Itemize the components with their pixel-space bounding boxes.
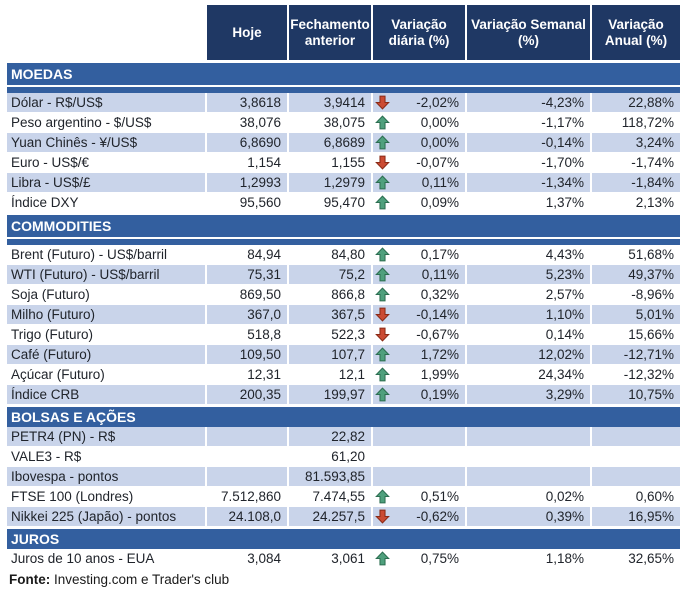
value-fechamento-anterior: 84,80 <box>287 245 371 264</box>
value-variacao-diaria <box>371 365 465 384</box>
value-hoje: 24.108,0 <box>205 507 287 526</box>
value-variacao-semanal: 2,57% <box>465 285 590 304</box>
row-label: VALE3 - R$ <box>11 449 82 464</box>
section-header: MOEDAS <box>7 63 680 85</box>
column-header-variacao-diaria: Variação diária (%) <box>371 5 465 60</box>
arrow-up-icon <box>375 266 392 283</box>
table-row <box>7 487 680 506</box>
arrow-up-icon <box>375 488 392 505</box>
column-header-variacao-anual: Variação Anual (%) <box>590 5 680 60</box>
section-header: COMMODITIES <box>7 215 680 237</box>
table-row <box>7 153 680 172</box>
value-fechamento-anterior: 367,5 <box>287 305 371 324</box>
value-variacao-semanal: 0,39% <box>465 507 590 526</box>
value-fechamento-anterior: 522,3 <box>287 325 371 344</box>
value-variacao-semanal <box>465 467 590 486</box>
section <box>7 529 680 568</box>
value-variacao-semanal: 1,10% <box>465 305 590 324</box>
row-label: Ibovespa - pontos <box>7 467 205 486</box>
value-fechamento-anterior: 61,20 <box>287 447 371 466</box>
value-variacao-semanal: 1,37% <box>465 193 590 212</box>
column-header-row <box>7 5 680 60</box>
value-variacao-diaria <box>371 325 465 344</box>
value-variacao-semanal: 3,29% <box>465 385 590 404</box>
row-label: Café (Futuro) <box>7 345 205 364</box>
value-fechamento-anterior: 75,2 <box>287 265 371 284</box>
row-label: Brent (Futuro) - US$/barril <box>11 247 168 262</box>
column-header-fechamento-anterior: Fechamento anterior <box>287 5 371 60</box>
value-hoje: 869,50 <box>205 285 287 304</box>
table-row <box>7 447 680 466</box>
source-note-label: Fonte: <box>9 572 51 587</box>
table-row <box>7 173 680 192</box>
value-variacao-diaria <box>371 93 465 112</box>
value-hoje: 75,31 <box>205 265 287 284</box>
value-variacao-semanal: 1,18% <box>465 549 590 568</box>
value-variacao-semanal: -1,70% <box>465 153 590 172</box>
value-variacao-anual: 0,60% <box>590 487 680 506</box>
arrow-down-icon <box>375 508 392 525</box>
table-row <box>7 265 680 284</box>
value-variacao-diaria-text: 1,99% <box>420 367 459 382</box>
value-variacao-diaria <box>371 549 465 568</box>
value-variacao-semanal: -0,14% <box>465 133 590 152</box>
value-fechamento-anterior: 38,075 <box>287 113 371 132</box>
value-hoje: 367,0 <box>205 305 287 324</box>
arrow-down-icon <box>375 154 392 171</box>
row-label: Yuan Chinês - ¥/US$ <box>7 133 205 152</box>
value-variacao-diaria <box>371 285 465 304</box>
value-hoje: 6,8690 <box>205 133 287 152</box>
row-label: Peso argentino - $/US$ <box>11 115 152 130</box>
row-label: Soja (Futuro) <box>11 287 90 302</box>
value-fechamento-anterior: 81.593,85 <box>287 467 371 486</box>
value-variacao-diaria-text: -0,62% <box>416 509 459 524</box>
row-label: PETR4 (PN) - R$ <box>7 427 205 446</box>
value-fechamento-anterior: 12,1 <box>287 365 371 384</box>
row-label: Trigo (Futuro) <box>11 327 94 342</box>
value-fechamento-anterior: 1,155 <box>287 153 371 172</box>
value-variacao-anual: 49,37% <box>590 265 680 284</box>
value-variacao-diaria <box>371 385 465 404</box>
value-fechamento-anterior: 107,7 <box>287 345 371 364</box>
section <box>7 215 680 404</box>
table-row <box>7 93 680 112</box>
value-fechamento-anterior: 22,82 <box>287 427 371 446</box>
value-hoje <box>205 427 287 446</box>
value-variacao-anual: 10,75% <box>590 385 680 404</box>
arrow-up-icon <box>375 386 392 403</box>
value-hoje: 109,50 <box>205 345 287 364</box>
value-variacao-diaria-text: 0,09% <box>420 195 459 210</box>
value-variacao-diaria <box>371 265 465 284</box>
arrow-up-icon <box>375 134 392 151</box>
value-variacao-diaria <box>371 427 465 446</box>
value-variacao-diaria-text: 1,72% <box>420 347 459 362</box>
value-variacao-diaria-text: 0,51% <box>420 489 459 504</box>
source-note <box>7 572 680 587</box>
table-row <box>7 467 680 486</box>
value-variacao-anual <box>590 427 680 446</box>
table-row <box>7 427 680 446</box>
value-variacao-diaria-text: -2,02% <box>416 95 459 110</box>
value-variacao-diaria-text: 0,11% <box>421 267 459 282</box>
arrow-up-icon <box>375 550 392 567</box>
value-variacao-semanal <box>465 447 590 466</box>
row-label: Açúcar (Futuro) <box>11 367 105 382</box>
value-variacao-anual: 5,01% <box>590 305 680 324</box>
table-row <box>7 193 680 212</box>
value-variacao-diaria-text: 0,75% <box>420 551 459 566</box>
value-fechamento-anterior: 1,2979 <box>287 173 371 192</box>
arrow-down-icon <box>375 94 392 111</box>
value-variacao-anual: -8,96% <box>590 285 680 304</box>
value-variacao-diaria <box>371 113 465 132</box>
value-variacao-diaria <box>371 173 465 192</box>
arrow-up-icon <box>375 346 392 363</box>
header-corner-cell <box>7 5 205 60</box>
value-fechamento-anterior: 866,8 <box>287 285 371 304</box>
row-label: Dólar - R$/US$ <box>7 93 205 112</box>
value-fechamento-anterior: 3,061 <box>287 549 371 568</box>
value-variacao-anual: 32,65% <box>590 549 680 568</box>
arrow-up-icon <box>375 174 392 191</box>
value-variacao-diaria <box>371 133 465 152</box>
value-variacao-diaria <box>371 487 465 506</box>
value-variacao-diaria <box>371 245 465 264</box>
value-variacao-diaria-text: 0,11% <box>421 175 459 190</box>
table-row <box>7 365 680 384</box>
value-variacao-anual <box>590 447 680 466</box>
table-row <box>7 133 680 152</box>
value-variacao-anual: -12,32% <box>590 365 680 384</box>
value-variacao-semanal: -4,23% <box>465 93 590 112</box>
value-variacao-anual: -1,74% <box>590 153 680 172</box>
value-hoje: 38,076 <box>205 113 287 132</box>
value-hoje: 7.512,860 <box>205 487 287 506</box>
value-variacao-diaria-text: 0,17% <box>420 247 459 262</box>
arrow-down-icon <box>375 306 392 323</box>
row-label: Juros de 10 anos - EUA <box>11 551 155 566</box>
value-variacao-diaria-text: -0,67% <box>416 327 459 342</box>
value-variacao-diaria-text: -0,07% <box>416 155 459 170</box>
value-variacao-diaria <box>371 447 465 466</box>
row-label: Libra - US$/£ <box>7 173 205 192</box>
section-header: JUROS <box>7 529 680 549</box>
table-row <box>7 245 680 264</box>
table-row <box>7 549 680 568</box>
row-label: Euro - US$/€ <box>11 155 90 170</box>
arrow-up-icon <box>375 366 392 383</box>
value-variacao-diaria-text: 0,19% <box>420 387 459 402</box>
value-variacao-diaria-text: 0,00% <box>420 135 459 150</box>
value-hoje <box>205 467 287 486</box>
value-hoje: 12,31 <box>205 365 287 384</box>
value-variacao-diaria <box>371 153 465 172</box>
row-label: Milho (Futuro) <box>7 305 205 324</box>
value-variacao-anual: 51,68% <box>590 245 680 264</box>
value-variacao-semanal <box>465 427 590 446</box>
value-hoje: 3,8618 <box>205 93 287 112</box>
value-variacao-diaria <box>371 467 465 486</box>
value-variacao-semanal: 4,43% <box>465 245 590 264</box>
table-row <box>7 385 680 404</box>
value-hoje: 3,084 <box>205 549 287 568</box>
arrow-up-icon <box>375 194 392 211</box>
row-label: WTI (Futuro) - US$/barril <box>7 265 205 284</box>
value-variacao-anual: 16,95% <box>590 507 680 526</box>
value-variacao-anual: -1,84% <box>590 173 680 192</box>
source-note-text: Investing.com e Trader's club <box>50 572 230 587</box>
value-variacao-anual: 3,24% <box>590 133 680 152</box>
value-hoje: 95,560 <box>205 193 287 212</box>
row-label: Índice CRB <box>7 385 205 404</box>
value-variacao-semanal: 0,14% <box>465 325 590 344</box>
section <box>7 407 680 526</box>
table-row <box>7 113 680 132</box>
value-variacao-diaria <box>371 345 465 364</box>
value-variacao-anual: 118,72% <box>590 113 680 132</box>
arrow-up-icon <box>375 246 392 263</box>
arrow-up-icon <box>375 286 392 303</box>
table-body <box>7 63 680 568</box>
value-variacao-diaria-text: 0,00% <box>420 115 459 130</box>
value-fechamento-anterior: 7.474,55 <box>287 487 371 506</box>
value-variacao-anual: 2,13% <box>590 193 680 212</box>
value-variacao-anual: -12,71% <box>590 345 680 364</box>
value-fechamento-anterior: 199,97 <box>287 385 371 404</box>
row-label: Nikkei 225 (Japão) - pontos <box>7 507 205 526</box>
table-row <box>7 325 680 344</box>
value-variacao-diaria-text: 0,32% <box>420 287 459 302</box>
value-variacao-diaria-text: -0,14% <box>416 307 459 322</box>
value-variacao-diaria <box>371 507 465 526</box>
value-fechamento-anterior: 3,9414 <box>287 93 371 112</box>
value-variacao-diaria <box>371 305 465 324</box>
value-hoje: 200,35 <box>205 385 287 404</box>
value-variacao-semanal: -1,17% <box>465 113 590 132</box>
value-variacao-anual: 15,66% <box>590 325 680 344</box>
arrow-down-icon <box>375 326 392 343</box>
value-hoje: 518,8 <box>205 325 287 344</box>
table-row <box>7 507 680 526</box>
value-variacao-semanal: 5,23% <box>465 265 590 284</box>
row-label: FTSE 100 (Londres) <box>11 489 134 504</box>
table-row <box>7 285 680 304</box>
row-label: Índice DXY <box>11 195 79 210</box>
column-header-variacao-semanal: Variação Semanal (%) <box>465 5 590 60</box>
value-fechamento-anterior: 6,8689 <box>287 133 371 152</box>
value-variacao-anual <box>590 467 680 486</box>
table-row <box>7 345 680 364</box>
value-variacao-diaria <box>371 193 465 212</box>
value-variacao-anual: 22,88% <box>590 93 680 112</box>
section-header: BOLSAS E AÇÕES <box>7 407 680 427</box>
value-hoje: 1,2993 <box>205 173 287 192</box>
value-hoje: 84,94 <box>205 245 287 264</box>
column-header-hoje: Hoje <box>205 5 287 60</box>
value-fechamento-anterior: 95,470 <box>287 193 371 212</box>
value-variacao-semanal: -1,34% <box>465 173 590 192</box>
value-hoje <box>205 447 287 466</box>
value-variacao-semanal: 12,02% <box>465 345 590 364</box>
section <box>7 63 680 212</box>
arrow-up-icon <box>375 114 392 131</box>
table-row <box>7 305 680 324</box>
value-hoje: 1,154 <box>205 153 287 172</box>
value-variacao-semanal: 0,02% <box>465 487 590 506</box>
value-fechamento-anterior: 24.257,5 <box>287 507 371 526</box>
value-variacao-semanal: 24,34% <box>465 365 590 384</box>
